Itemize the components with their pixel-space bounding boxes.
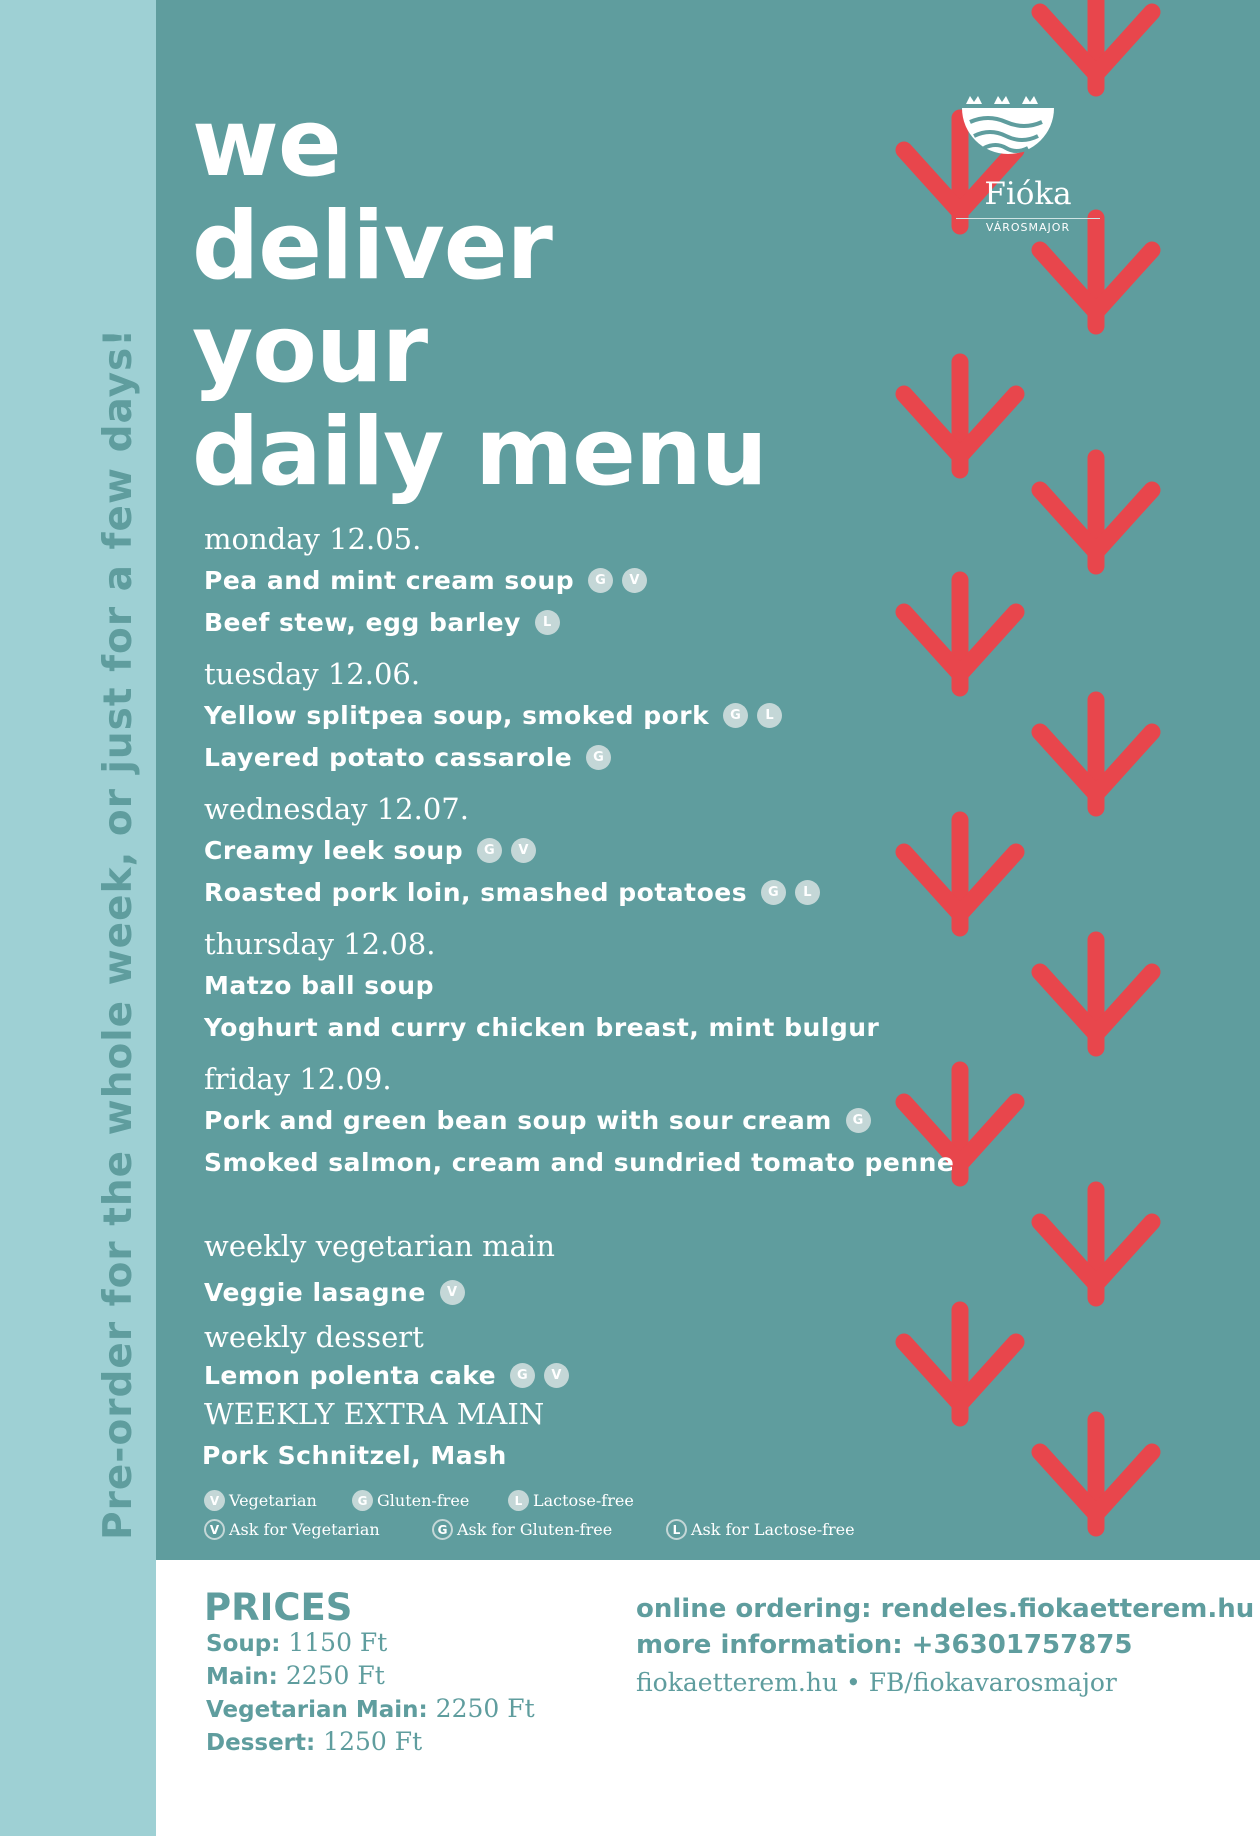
legend-ask-gluten-free bbox=[432, 1519, 612, 1540]
price-row bbox=[206, 1727, 422, 1756]
dish-name: Roasted pork loin, smashed potatoes bbox=[204, 878, 748, 907]
dish-name: Creamy leek soup bbox=[204, 836, 464, 865]
price-row bbox=[206, 1661, 385, 1690]
lactose-free-icon: L bbox=[535, 610, 560, 635]
down-arrow-icon bbox=[1040, 458, 1152, 566]
dish-item bbox=[204, 971, 434, 1000]
weekly-dessert-label: weekly dessert bbox=[204, 1320, 424, 1354]
day-label-thursday: thursday 12.08. bbox=[204, 927, 436, 961]
headline-line: we bbox=[192, 89, 341, 198]
legend-ask-vegetarian bbox=[204, 1519, 380, 1540]
price-value: 1150 Ft bbox=[288, 1628, 388, 1657]
dish-name: Pork Schnitzel, Mash bbox=[202, 1441, 507, 1470]
dish-name: Beef stew, egg barley bbox=[204, 608, 521, 637]
price-label: Main: bbox=[206, 1664, 278, 1690]
dish-item bbox=[204, 566, 647, 595]
dish-name: Pea and mint cream soup bbox=[204, 566, 575, 595]
headline-line: your bbox=[192, 295, 428, 404]
gluten-free-icon: G bbox=[586, 745, 611, 770]
vegetarian-icon: V bbox=[622, 568, 647, 593]
web-links[interactable]: fiokaetterem.hu • FB/fiokavarosmajor bbox=[636, 1668, 1117, 1697]
down-arrow-icon bbox=[1040, 1420, 1152, 1528]
gluten-free-icon: G bbox=[723, 703, 748, 728]
day-label-friday: friday 12.09. bbox=[204, 1062, 392, 1096]
legend-gluten-free bbox=[352, 1490, 469, 1511]
lactose-free-icon: L bbox=[795, 880, 820, 905]
weekly-vegetarian-label: weekly vegetarian main bbox=[204, 1229, 555, 1263]
price-value: 2250 Ft bbox=[285, 1661, 385, 1690]
headline-line: deliver bbox=[192, 192, 552, 301]
online-ordering-link[interactable]: online ordering: rendeles.fiokaetterem.hu bbox=[636, 1594, 1255, 1624]
legend-text: Ask for Lactose-free bbox=[691, 1520, 855, 1539]
day-label-monday: monday 12.05. bbox=[204, 522, 422, 556]
legend-text: Vegetarian bbox=[229, 1491, 317, 1510]
down-arrow-icon bbox=[1040, 700, 1152, 808]
dish-item bbox=[204, 1361, 569, 1390]
down-arrow-icon bbox=[904, 820, 1016, 928]
dish-name: Pork and green bean soup with sour cream bbox=[204, 1106, 832, 1135]
headline bbox=[192, 89, 767, 507]
dish-name: Smoked salmon, cream and sundried tomato penne bbox=[204, 1148, 955, 1177]
gluten-free-icon: G bbox=[761, 880, 786, 905]
price-value: 2250 Ft bbox=[435, 1694, 535, 1723]
price-value: 1250 Ft bbox=[323, 1727, 423, 1756]
headline-line: daily menu bbox=[192, 398, 767, 507]
down-arrow-icon bbox=[904, 580, 1016, 688]
vegetarian-icon: V bbox=[204, 1490, 225, 1511]
dish-item bbox=[204, 1106, 871, 1135]
price-row bbox=[206, 1628, 387, 1657]
price-label: Soup: bbox=[206, 1631, 281, 1657]
legend-text: Gluten-free bbox=[377, 1491, 470, 1510]
lactose-free-outline-icon: L bbox=[666, 1519, 687, 1540]
phone-info[interactable]: more information: +36301757875 bbox=[636, 1630, 1133, 1660]
legend-ask-lactose-free bbox=[666, 1519, 855, 1540]
logo-subtitle: VÁROSMAJOR bbox=[956, 218, 1100, 234]
legend-lactose-free bbox=[508, 1490, 634, 1511]
gluten-free-icon: G bbox=[352, 1490, 373, 1511]
vegetarian-outline-icon: V bbox=[204, 1519, 225, 1540]
price-label: Dessert: bbox=[206, 1730, 316, 1756]
dish-item bbox=[204, 1278, 465, 1307]
gluten-free-outline-icon: G bbox=[432, 1519, 453, 1540]
dish-item bbox=[204, 1148, 954, 1177]
price-row bbox=[206, 1694, 535, 1723]
dish-name: Matzo ball soup bbox=[204, 971, 434, 1000]
dish-item bbox=[204, 608, 560, 637]
lactose-free-icon: L bbox=[508, 1490, 529, 1511]
down-arrow-icon bbox=[904, 1310, 1016, 1418]
legend-vegetarian bbox=[204, 1490, 317, 1511]
dish-name: Veggie lasagne bbox=[204, 1278, 426, 1307]
dish-item bbox=[204, 1013, 879, 1042]
legend-text: Ask for Gluten-free bbox=[457, 1520, 613, 1539]
gluten-free-icon: G bbox=[510, 1363, 535, 1388]
dish-item bbox=[204, 701, 782, 730]
logo-name: Fióka bbox=[984, 176, 1072, 212]
down-arrow-icon bbox=[1040, 1190, 1152, 1298]
price-label: Vegetarian Main: bbox=[206, 1697, 428, 1723]
prices-title: PRICES bbox=[204, 1586, 353, 1629]
day-label-wednesday: wednesday 12.07. bbox=[204, 792, 469, 826]
vegetarian-icon: V bbox=[440, 1280, 465, 1305]
dish-item bbox=[204, 743, 611, 772]
day-label-tuesday: tuesday 12.06. bbox=[204, 657, 421, 691]
weekly-extra-label: WEEKLY EXTRA MAIN bbox=[204, 1397, 545, 1431]
dish-item bbox=[204, 878, 820, 907]
down-arrow-icon bbox=[1040, 940, 1152, 1048]
dish-name: Layered potato cassarole bbox=[204, 743, 573, 772]
down-arrow-icon bbox=[904, 362, 1016, 470]
gluten-free-icon: G bbox=[477, 838, 502, 863]
dish-item bbox=[204, 836, 536, 865]
down-arrow-icon bbox=[1040, 0, 1152, 88]
vegetarian-icon: V bbox=[511, 838, 536, 863]
dish-name: Lemon polenta cake bbox=[204, 1361, 497, 1390]
dish-item bbox=[202, 1441, 507, 1470]
side-banner-text: Pre-order for the whole week, or just for a few days! bbox=[96, 327, 141, 1540]
legend-text: Lactose-free bbox=[533, 1491, 634, 1510]
legend-text: Ask for Vegetarian bbox=[229, 1520, 380, 1539]
dish-name: Yoghurt and curry chicken breast, mint bulgur bbox=[204, 1013, 880, 1042]
gluten-free-icon: G bbox=[588, 568, 613, 593]
vegetarian-icon: V bbox=[544, 1363, 569, 1388]
gluten-free-icon: G bbox=[846, 1108, 871, 1133]
lactose-free-icon: L bbox=[757, 703, 782, 728]
dish-name: Yellow splitpea soup, smoked pork bbox=[204, 701, 710, 730]
